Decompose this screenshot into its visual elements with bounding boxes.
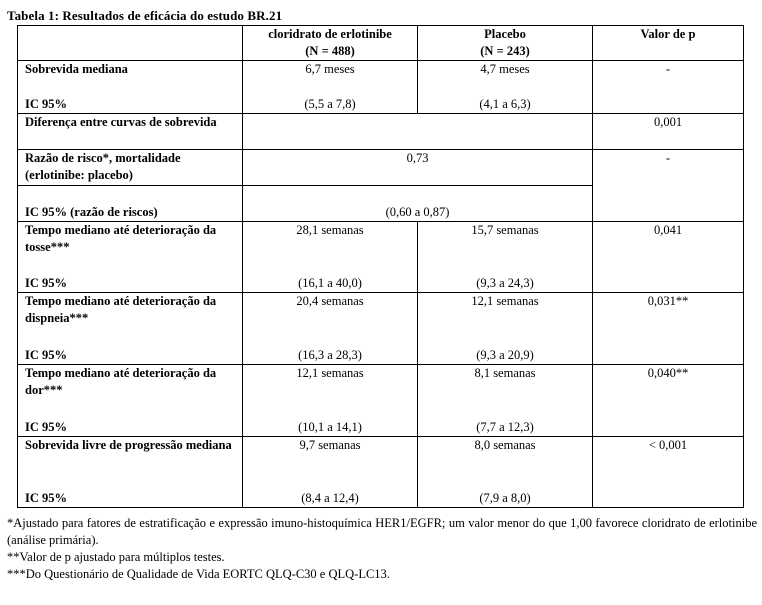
placebo-cell: 4,7 meses (4,1 a 6,3)	[418, 61, 593, 114]
erlotinib-cell: 6,7 meses (5,5 a 7,8)	[243, 61, 418, 114]
table-row	[18, 61, 744, 114]
table-row	[18, 150, 744, 186]
p-value-cell: -	[593, 150, 744, 222]
table-row	[18, 437, 744, 508]
row-label: Tempo mediano até deterioração da dispneia*** IC 95%	[18, 293, 243, 365]
empty-cell	[243, 114, 593, 150]
row-label: Sobrevida mediana IC 95%	[18, 61, 243, 114]
header-placebo: Placebo (N = 243)	[418, 26, 593, 61]
hazard-ratio-ci-cell: (0,60 a 0,87)	[243, 186, 593, 222]
p-value-cell: 0,040**	[593, 365, 744, 437]
p-value-cell: 0,031**	[593, 293, 744, 365]
footnotes	[7, 515, 757, 583]
row-label: Sobrevida livre de progressão mediana IC 95%	[18, 437, 243, 508]
header-p-value: Valor de p	[593, 26, 744, 61]
row-label: IC 95% (razão de riscos)	[18, 186, 243, 222]
table-row	[18, 365, 744, 437]
row-label: Tempo mediano até deterioração da tosse*** IC 95%	[18, 222, 243, 293]
row-label: Razão de risco*, mortalidade (erlotinibe: placebo)	[18, 150, 243, 186]
p-value-cell: 0,041	[593, 222, 744, 293]
placebo-cell: 15,7 semanas (9,3 a 24,3)	[418, 222, 593, 293]
placebo-cell: 12,1 semanas (9,3 a 20,9)	[418, 293, 593, 365]
p-value-cell: < 0,001	[593, 437, 744, 508]
footnote-2: **Valor de p ajustado para múltiplos testes.	[7, 550, 225, 564]
erlotinib-cell: 28,1 semanas (16,1 a 40,0)	[243, 222, 418, 293]
table-row	[18, 114, 744, 150]
footnote-1: *Ajustado para fatores de estratificação e expressão imuno-histoquímica HER1/EGFR; um valor menor do que 1,00 favorece cloridrato de erlotinibe (análise primária).	[7, 516, 757, 547]
table-row	[18, 222, 744, 293]
footnote-3: ***Do Questionário de Qualidade de Vida EORTC QLQ-C30 e QLQ-LC13.	[7, 567, 390, 581]
table-row	[18, 293, 744, 365]
header-row	[18, 26, 744, 61]
erlotinib-cell: 9,7 semanas (8,4 a 12,4)	[243, 437, 418, 508]
placebo-cell: 8,0 semanas (7,9 a 8,0)	[418, 437, 593, 508]
header-empty	[18, 26, 243, 61]
p-value-cell: 0,001	[593, 114, 744, 150]
hazard-ratio-cell: 0,73	[243, 150, 593, 186]
erlotinib-cell: 20,4 semanas (16,3 a 28,3)	[243, 293, 418, 365]
table-title: Tabela 1: Resultados de eficácia do estudo BR.21	[7, 8, 283, 23]
row-label: Tempo mediano até deterioração da dor*** IC 95%	[18, 365, 243, 437]
row-label: Diferença entre curvas de sobrevida	[18, 114, 243, 150]
header-erlotinib: cloridrato de erlotinibe (N = 488)	[243, 26, 418, 61]
erlotinib-cell: 12,1 semanas (10,1 a 14,1)	[243, 365, 418, 437]
efficacy-table	[17, 25, 744, 508]
placebo-cell: 8,1 semanas (7,7 a 12,3)	[418, 365, 593, 437]
p-value-cell: -	[593, 61, 744, 114]
